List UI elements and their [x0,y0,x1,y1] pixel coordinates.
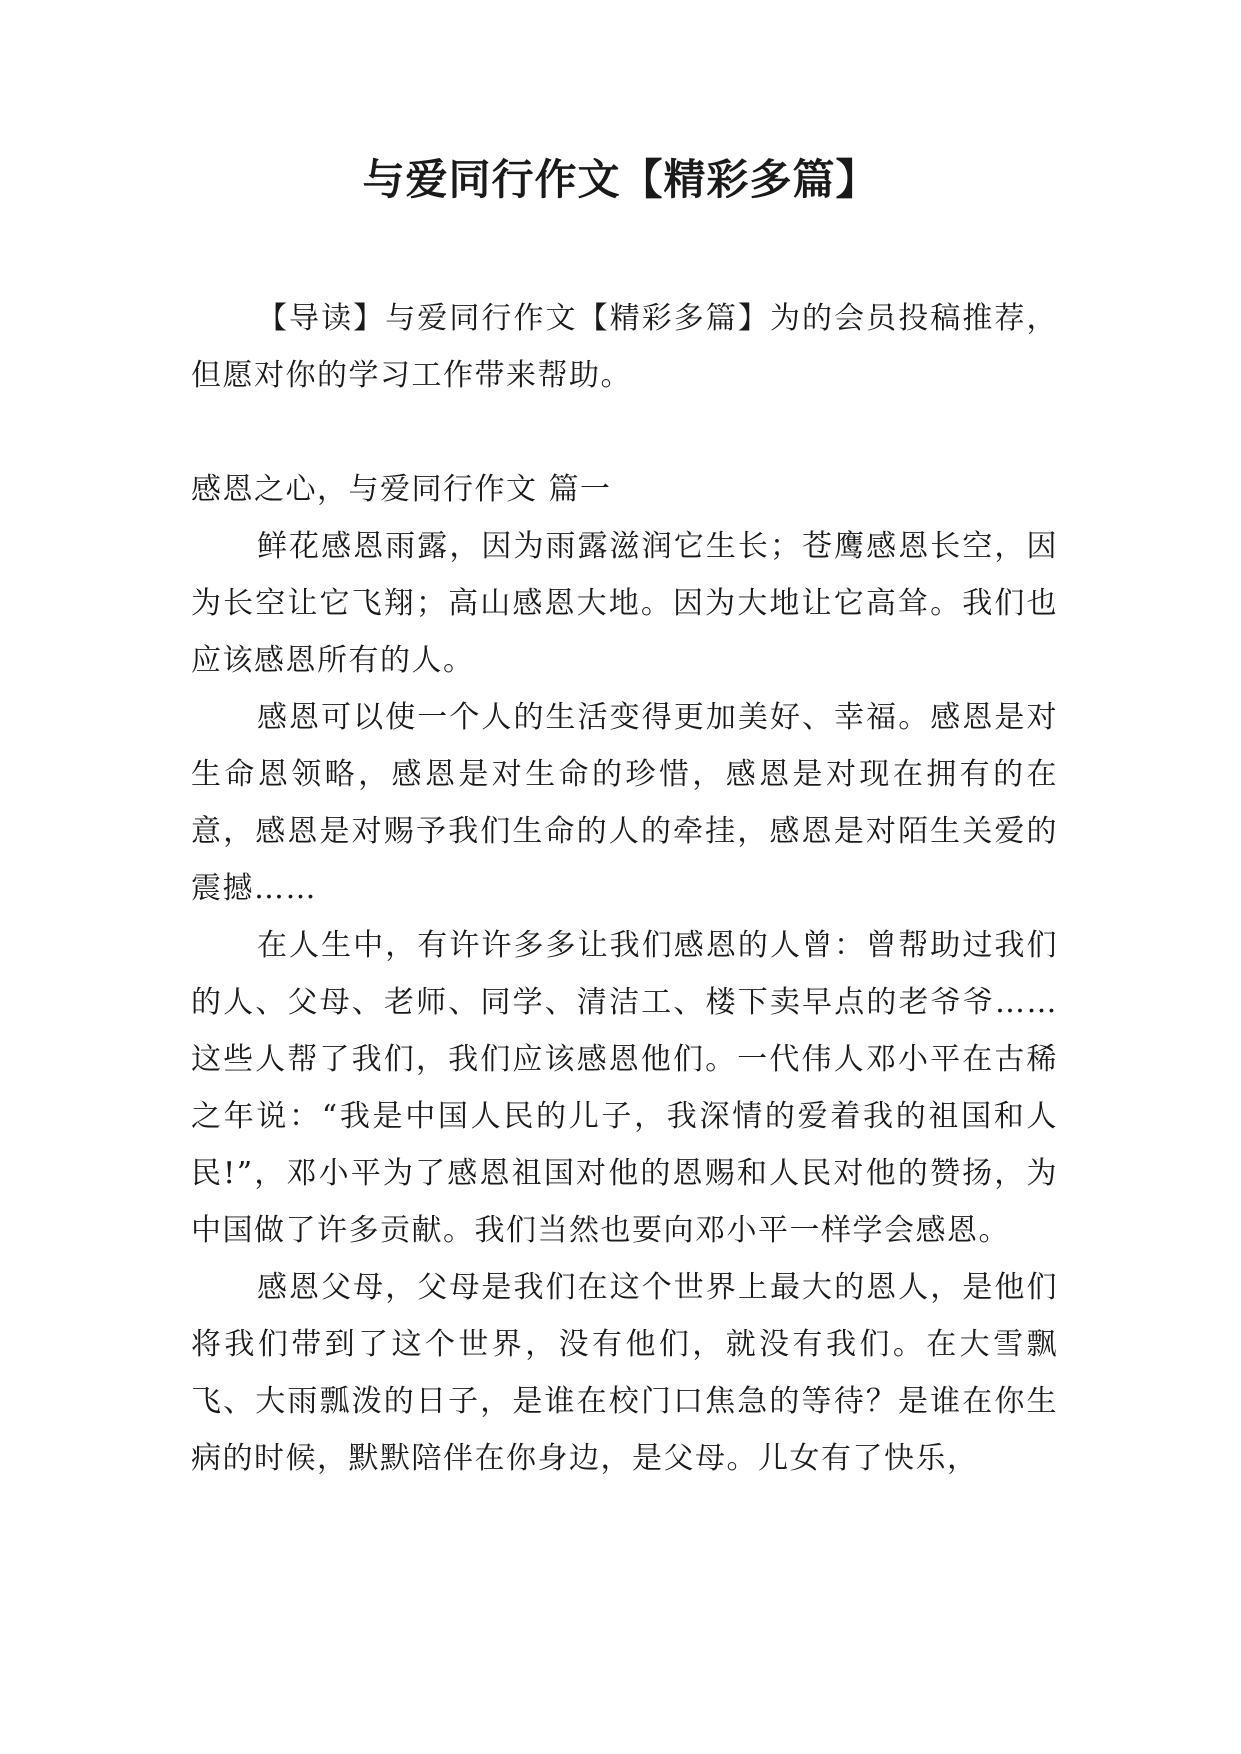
body-paragraph: 在人生中，有许许多多让我们感恩的人曾：曾帮助过我们的人、父母、老师、同学、清洁工、楼下卖早点的老爷爷……这些人帮了我们，我们应该感恩他们。一代伟人邓小平在古稀之年说：“我是中国人民的儿子，我深情的爱着我的祖国和人民!”，邓小平为了感恩祖国对他的恩赐和人民对他的赞扬，为中国做了许多贡献。我们当然也要向邓小平一样学会感恩。 [191,928,1058,1248]
document-body [191,290,1058,1487]
body-paragraph: 感恩父母，父母是我们在这个世界上最大的恩人，是他们将我们带到了这个世界，没有他们，就没有我们。在大雪飘飞、大雨瓢泼的日子，是谁在校门口焦急的等待？是谁在你生病的时候，默默陪伴在你身边，是父母。儿女有了快乐， [191,1270,1058,1476]
body-paragraph: 感恩可以使一个人的生活变得更加美好、幸福。感恩是对生命恩领略，感恩是对生命的珍惜，感恩是对现在拥有的在意，感恩是对赐予我们生命的人的牵挂，感恩是对陌生关爱的震撼…… [191,700,1058,906]
body-paragraph: 鲜花感恩雨露，因为雨露滋润它生长；苍鹰感恩长空，因为长空让它飞翔；高山感恩大地。因为大地让它高耸。我们也应该感恩所有的人。 [191,529,1058,678]
document-title: 与爱同行作文【精彩多篇】 [362,155,879,204]
intro-paragraph: 【导读】与爱同行作文【精彩多篇】为的会员投稿推荐，但愿对你的学习工作带来帮助。 [191,301,1058,393]
section-heading: 感恩之心，与爱同行作文 篇一 [191,472,612,507]
